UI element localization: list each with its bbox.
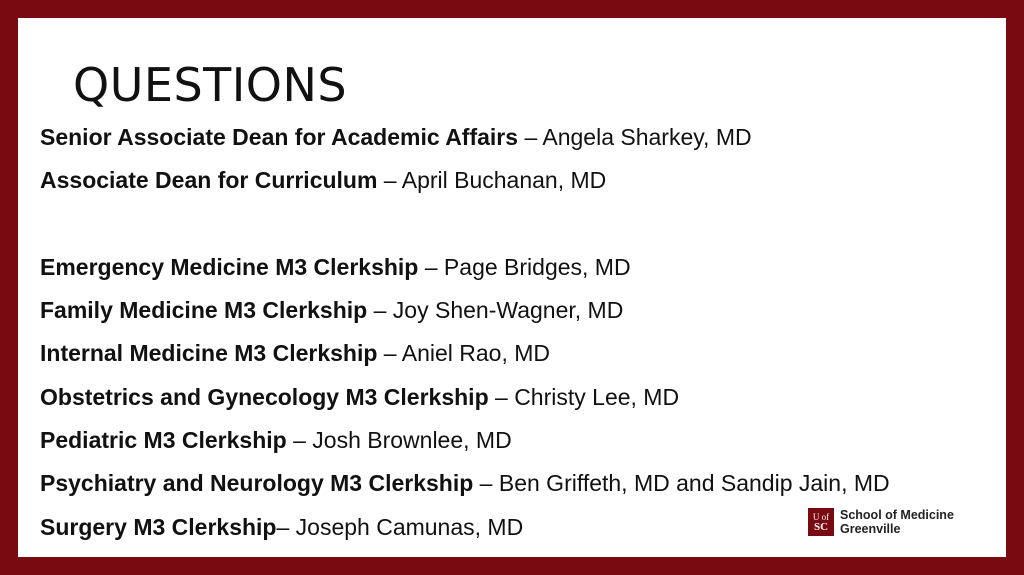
logo-line-1: School of Medicine xyxy=(840,508,954,522)
slide xyxy=(18,18,1006,557)
school-logo xyxy=(808,508,954,536)
contact-name: – April Buchanan, MD xyxy=(377,167,607,194)
seal-bottom-text: SC xyxy=(813,521,829,533)
contact-role: Psychiatry and Neurology M3 Clerkship xyxy=(40,470,474,497)
contact-line xyxy=(40,295,1000,338)
contact-name: – Page Bridges, MD xyxy=(418,253,631,280)
contact-role: Family Medicine M3 Clerkship xyxy=(40,297,368,324)
contact-name: – Joy Shen-Wagner, MD xyxy=(367,297,624,324)
contact-name: – Joseph Camunas, MD xyxy=(276,513,524,540)
contact-role: Associate Dean for Curriculum xyxy=(40,167,378,194)
contact-line xyxy=(40,382,1000,425)
contact-name: – Aniel Rao, MD xyxy=(377,340,551,367)
contact-role: Surgery M3 Clerkship xyxy=(40,513,277,540)
contact-line xyxy=(40,252,1000,295)
contact-role: Internal Medicine M3 Clerkship xyxy=(40,340,378,367)
contact-role: Senior Associate Dean for Academic Affairs xyxy=(40,124,519,150)
contact-name: – Ben Griffeth, MD and Sandip Jain, MD xyxy=(473,470,890,497)
contact-name: – Josh Brownlee, MD xyxy=(286,427,512,454)
contact-role: Emergency Medicine M3 Clerkship xyxy=(40,253,419,280)
logo-text xyxy=(840,508,954,536)
contact-line xyxy=(40,468,1000,511)
contact-list xyxy=(40,122,1000,555)
contact-line xyxy=(40,122,1000,165)
contact-name: – Angela Sharkey, MD xyxy=(518,124,752,150)
contact-role: Pediatric M3 Clerkship xyxy=(40,427,287,454)
usc-seal-icon xyxy=(808,508,834,536)
contact-role: Obstetrics and Gynecology M3 Clerkship xyxy=(40,383,489,410)
blank-line xyxy=(40,209,1000,252)
seal-top-text: U of xyxy=(812,512,830,522)
contact-line xyxy=(40,425,1000,468)
contact-line xyxy=(40,165,1000,208)
contact-name: – Christy Lee, MD xyxy=(488,383,680,410)
contact-line xyxy=(40,338,1000,381)
logo-line-2: Greenville xyxy=(840,522,901,536)
slide-title: QUESTIONS xyxy=(73,58,348,112)
